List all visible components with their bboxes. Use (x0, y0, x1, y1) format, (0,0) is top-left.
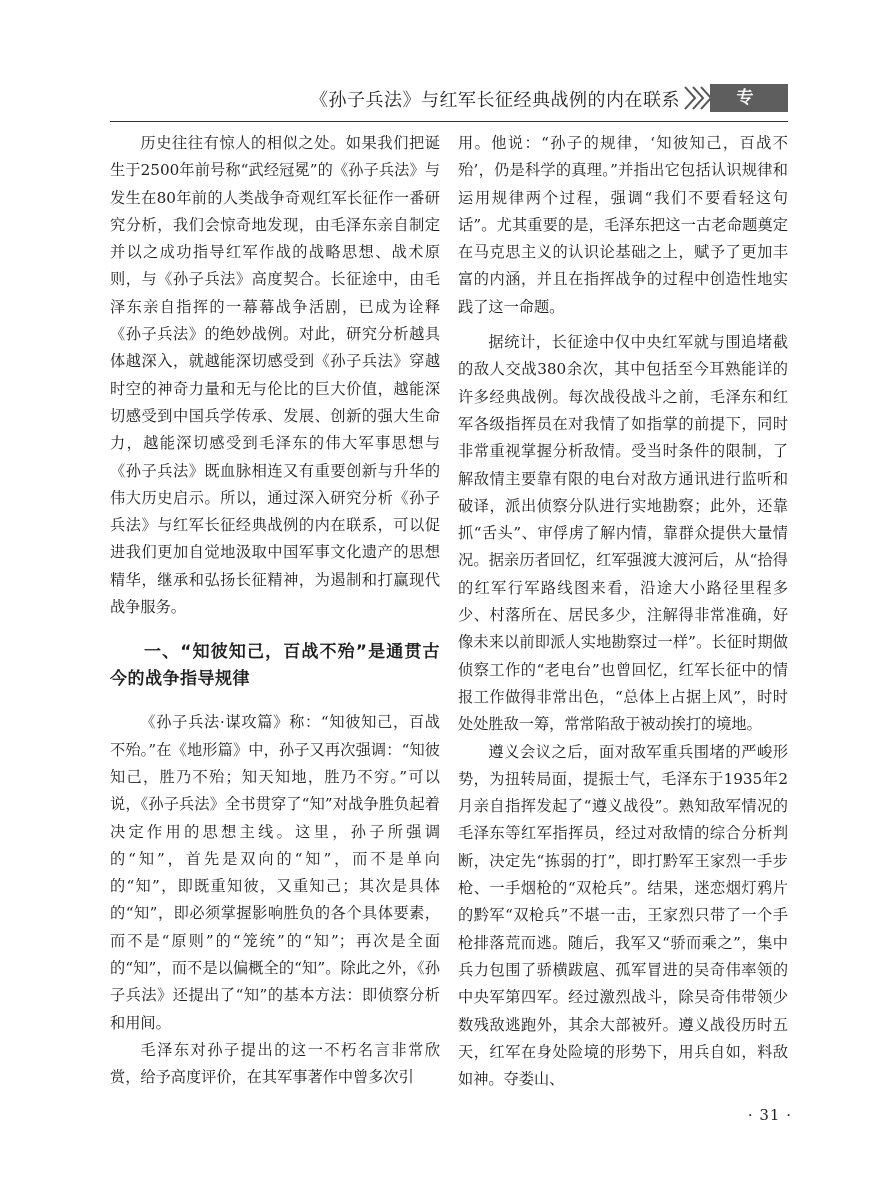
header-rule (110, 121, 788, 122)
body-paragraph: 遵义会议之后，面对敌军重兵围堵的严峻形势，为扭转局面，提振士气，毛泽东于1935年2月亲自指挥发起了“遵义战役”。熟知敌军情况的毛泽东等红军指挥员，经过对敌情的综合分析判断，决定先“拣弱的打”，即打黔军王家烈一手步枪、一手烟枪的“双枪兵”。结果，迷恋烟灯鸦片的黔军“双枪兵”不堪一击，王家烈只带了一个手枪排落荒而逃。随后，我军又“骄而乘之”，集中兵力包围了骄横跋扈、孤军冒进的吴奇伟率领的中央军第四军。经过激烈战斗，除吴奇伟带领少数残敌逃跑外，其余大部被歼。遵义战役历时五天，红军在身处险境的形势下，用兵自如，料敌如神。夺娄山、 (458, 742, 788, 1089)
right-column (458, 130, 788, 1093)
running-header (0, 82, 890, 136)
body-paragraph: 《孙子兵法·谋攻篇》称：“知彼知己，百战不殆。”在《地形篇》中，孙子又再次强调：“知彼知己，胜乃不殆；知天知地，胜乃不穷。”可以说，《孙子兵法》全书贯穿了“知”对战争胜负起着决定作用的思想主线。这里，孙子所强调的“知”，首先是双向的“知”，而不是单向的“知”，即既重知彼，又重知己；其次是具体的“知”，即必须掌握影响胜负的各个具体要素，而不是“原则”的“笼统”的“知”；再次是全面的“知”，而不是以偏概全的“知”。除此之外，《孙子兵法》还提出了“知”的基本方法：即侦察分析和用间。 (110, 713, 440, 1032)
body-paragraph: 毛泽东对孙子提出的这一不朽名言非常欣赏，给予高度评价，在其军事著作中曾多次引 (110, 1040, 440, 1087)
body-paragraph: 据统计，长征途中仅中央红军就与围追堵截的敌人交战380余次，其中包括至今耳熟能详的许多经典战例。每次战役战斗之前，毛泽东和红军各级指挥员在对我情了如指掌的前提下，同时非常重视掌握分析敌情。受当时条件的限制，了解敌情主要靠有限的电台对敌方通讯进行监听和破译，派出侦察分队进行实地勘察；此外，还靠抓“舌头”、审俘虏了解内情，靠群众提供大量情况。据亲历者回忆，红军强渡大渡河后，从“拾得的红军行军路线图来看，沿途大小路径里程多少、村落所在、居民多少，注解得非常准确，好像未来以前即派人实地勘察过一样”。长征时期做侦察工作的“老电台”也曾回忆，红军长征中的情报工作做得非常出色，“总体上占据上风”，时时处处胜敌一筹，常常陷敌于被动挨打的境地。 (458, 333, 788, 734)
left-column (110, 130, 440, 1092)
page-number: · 31 · (747, 1106, 792, 1124)
intro-paragraph: 历史往往有惊人的相似之处。如果我们把诞生于2500年前号称“武经冠冕”的《孙子兵法》与发生在80年前的人类战争奇观红军长征作一番研究分析，我们会惊奇地发现，由毛泽东亲自制定并以之成功指导红军作战的战略思想、战术原则，与《孙子兵法》高度契合。长征途中，由毛泽东亲自指挥的一幕幕战争活剧，已成为诠释《孙子兵法》的绝妙战例。对此，研究分析越具体越深入，就越能深切感受到《孙子兵法》穿越时空的神奇力量和无与伦比的巨大价值，越能深切感受到中国兵学传承、发展、创新的强大生命力，越能深切感受到毛泽东的伟大军事思想与《孙子兵法》既血脉相连又有重要创新与升华的伟大历史启示。所以，通过深入研究分析《孙子兵法》与红军长征经典战例的内在联系，可以促进我们更加自觉地汲取中国军事文化遗产的思想精华，继承和弘扬长征精神，为遏制和打赢现代战争服务。 (110, 134, 440, 617)
section-heading: 一、“知彼知己，百战不殆”是通贯古今的战争指导规律 (110, 642, 440, 690)
column-label: 专 栏 (710, 84, 788, 112)
running-title: 《孙子兵法》与红军长征经典战例的内在联系 (310, 90, 680, 111)
chevron-right-icon (682, 84, 712, 112)
continued-paragraph: 用。他说：“孙子的规律，‘知彼知己，百战不殆’，仍是科学的真理。”并指出它包括认识规律和运用规律两个过程，强调“我们不要看轻这句话”。尤其重要的是，毛泽东把这一古老命题奠定在马克思主义的认识论基础之上，赋予了更加丰富的内涵，并且在指挥战争的过程中创造性地实践了这一命题。 (458, 134, 788, 316)
